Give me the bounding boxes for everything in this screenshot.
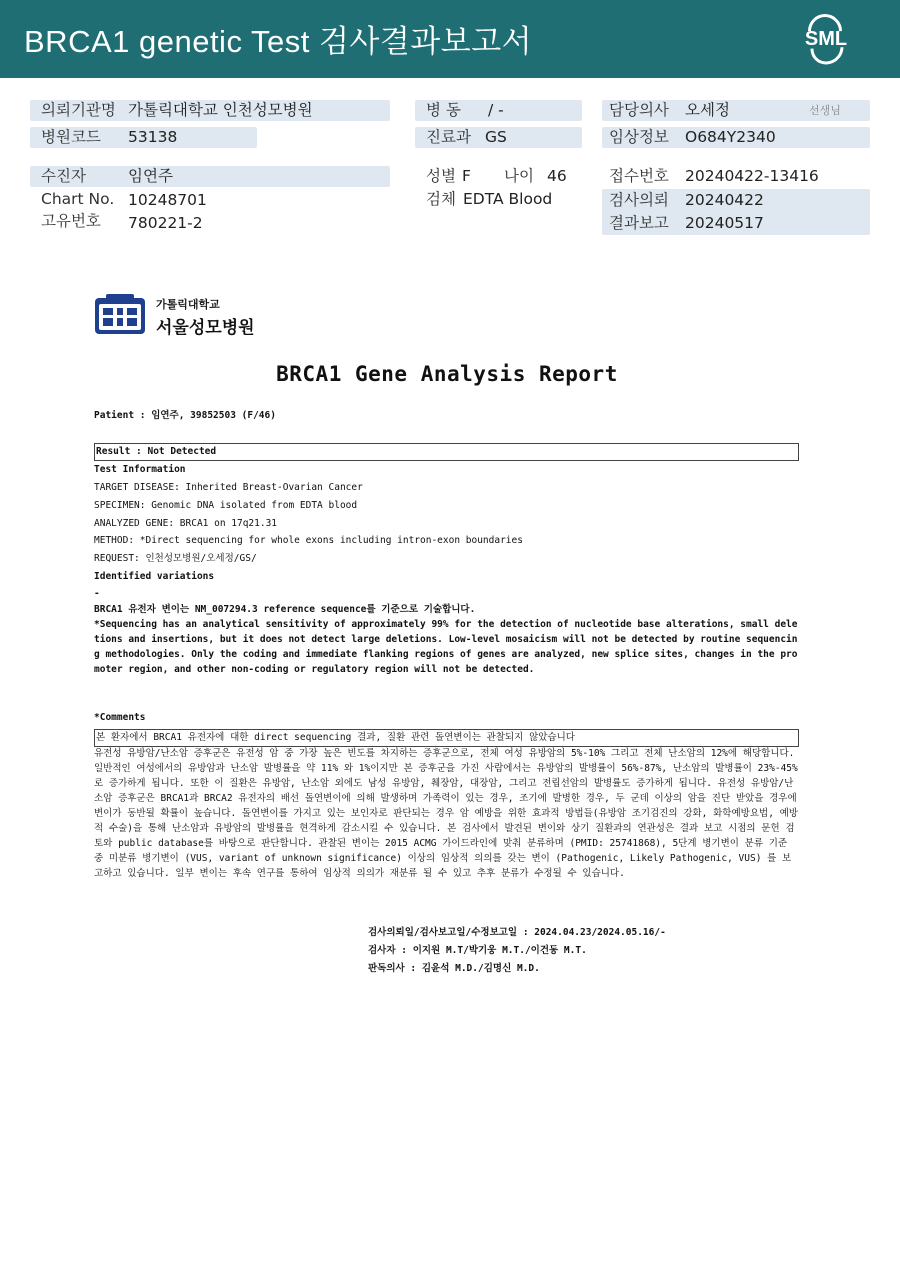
dept-label: 진료과 — [426, 128, 471, 146]
patient-line: Patient : 임연주, 39852503 (F/46) — [94, 410, 276, 421]
comment-paragraph: 유전성 유방암/난소암 증후군은 유전성 암 중 가장 높은 빈도를 차지하는 증후군으로, 전체 여성 유방암의 5%-10% 그리고 전체 난소암의 12%에 해당합니다. 일반적인 여성에서의 유방암과 난소암 발병률을 약 11% 와 1%이지만 본 증후군을 가진 사람에서는 유방암의 발병률이 56%-87%, 난소암의 발병률이 23%-45%로 증가하게 됩니다. 또한 이 질환은 유방암, 난소암 외에도 남성 유방암, 췌장암, 대장암, 그리고 전립선암의 발병률도 증가하게 됩니다. 유전성 유방암/난소암 증후군은 BRCA1과 BRCA2 유전자의 배선 돌연변이에 의해 발생하며 가족력이 있는 경우, 조기에 발병한 경우, 두 군데 이상의 암을 진단 받았을 경우에 변이가 동반될 확률이 높습니다. 돌연변이를 가지고 있는 보인자로 판단되는 경우 암 예방을 위한 효과적 방법들(유방암 조기검진의 강화, 화학예방요법, 예방적 수술)을 통해 난소암과 유방암의 발병률을 현격하게 감소시킬 수 있습니다. 본 검사에서 발견된 변이와 상기 질환과의 연관성은 결과 보고 시점의 문헌 검토와 public database를 바탕으로 판단합니다. 관찰된 변이는 2015 ACMG 가이드라인에 맞춰 분류하며 (PMID: 25741868), 5단계 병기변이 분류 기준 중 미분류 병기변이 (VUS, variant of unknown significance) 이상의 임상적 의의를 갖는 변이 (Pathogenic, Likely Pathogenic, VUS) 를 보고하고 있습니다. 일부 변이는 후속 연구를 통하여 임상적 의의가 재분류 될 수 있고 추후 분류가 수정될 수 있습니다. — [94, 748, 803, 879]
dept-value: GS — [485, 128, 507, 146]
doctor-value: 오세정 — [685, 101, 730, 119]
sign-testers: 검사자 : 이지원 M.T/박기웅 M.T./이건동 M.T. — [368, 945, 587, 956]
hospital-code-value: 53138 — [128, 128, 178, 146]
test-info-heading: Test Information — [94, 464, 186, 475]
request-date-value: 20240422 — [685, 191, 764, 209]
age-value: 46 — [547, 167, 567, 185]
request-line: REQUEST: 인천성모병원/오세정/GS/ — [94, 553, 257, 564]
hospital-name-small: 가톨릭대학교 — [156, 298, 220, 311]
age-label: 나이 — [504, 167, 534, 185]
specimen-value: EDTA Blood — [463, 190, 553, 208]
sign-doctors: 판독의사 : 김윤석 M.D./김명신 M.D. — [368, 963, 540, 974]
chart-value: 10248701 — [128, 191, 207, 209]
identified-heading: Identified variations — [94, 571, 215, 582]
clinical-value: O684Y2340 — [685, 128, 776, 146]
comments-heading: *Comments — [94, 712, 146, 723]
sml-logo — [800, 14, 852, 64]
unique-no-label: 고유번호 — [41, 212, 101, 230]
sign-dates: 검사의뢰일/검사보고일/수정보고일 : 2024.04.23/2024.05.16/- — [368, 927, 666, 938]
institution-value: 가톨릭대학교 인천성모병원 — [128, 101, 313, 119]
logo-text: SML — [804, 28, 848, 50]
hospital-code-label: 병원코드 — [41, 128, 101, 146]
patient-value: 임연주 — [128, 167, 173, 185]
receipt-label: 접수번호 — [609, 167, 669, 185]
result-box: Result : Not Detected — [94, 443, 799, 461]
ward-label: 병 동 — [426, 101, 461, 119]
header-banner — [0, 0, 900, 78]
receipt-value: 20240422-13416 — [685, 167, 819, 185]
institution-label: 의뢰기관명 — [41, 101, 116, 119]
report-title: BRCA1 Gene Analysis Report — [276, 362, 618, 386]
ward-value: / - — [488, 101, 504, 119]
specimen-label: 검체 — [426, 190, 456, 208]
result-date-value: 20240517 — [685, 214, 764, 232]
request-date-label: 검사의뢰 — [609, 191, 669, 209]
reference-line: BRCA1 유전자 변이는 NM_007294.3 reference sequence를 기준으로 기술합니다. — [94, 604, 476, 615]
doctor-label: 담당의사 — [609, 101, 669, 119]
comment-box: 본 환자에서 BRCA1 유전자에 대한 direct sequencing 결과, 질환 관련 돌연변이는 관찰되지 않았습니다 — [94, 729, 799, 747]
patient-label: 수진자 — [41, 167, 86, 185]
result-date-label: 결과보고 — [609, 214, 669, 232]
specimen-line: SPECIMEN: Genomic DNA isolated from EDTA blood — [94, 500, 358, 511]
chart-label: Chart No. — [41, 190, 115, 208]
target-disease: TARGET DISEASE: Inherited Breast-Ovarian Cancer — [94, 482, 363, 493]
hospital-name-large: 서울성모병원 — [156, 318, 255, 338]
sex-value: F — [462, 167, 471, 185]
sex-label: 성별 — [426, 167, 456, 185]
unique-no-value: 780221-2 — [128, 214, 203, 232]
doctor-suffix: 선생님 — [809, 104, 841, 117]
hospital-emblem-icon — [94, 294, 146, 336]
analyzed-gene: ANALYZED GENE: BRCA1 on 17q21.31 — [94, 518, 278, 529]
clinical-label: 임상정보 — [609, 128, 669, 146]
sensitivity-paragraph: *Sequencing has an analytical sensitivity of approximately 99% for the detection of nucleotide base alterations, small deletions and insertions, but it does not detect large deletions. Low-level mosaicism will not be detected by routine sequencing methodologies. Only the coding and immediate flanking regions of genes are analyzed, new splice sites, changes in the promoter region, and other non-coding or regulatory region will not be detected. — [94, 619, 798, 675]
method-line: METHOD: *Direct sequencing for whole exons including intron-exon boundaries — [94, 535, 523, 546]
page-title: BRCA1 genetic Test 검사결과보고서 — [24, 24, 533, 59]
identified-value: - — [94, 588, 100, 599]
